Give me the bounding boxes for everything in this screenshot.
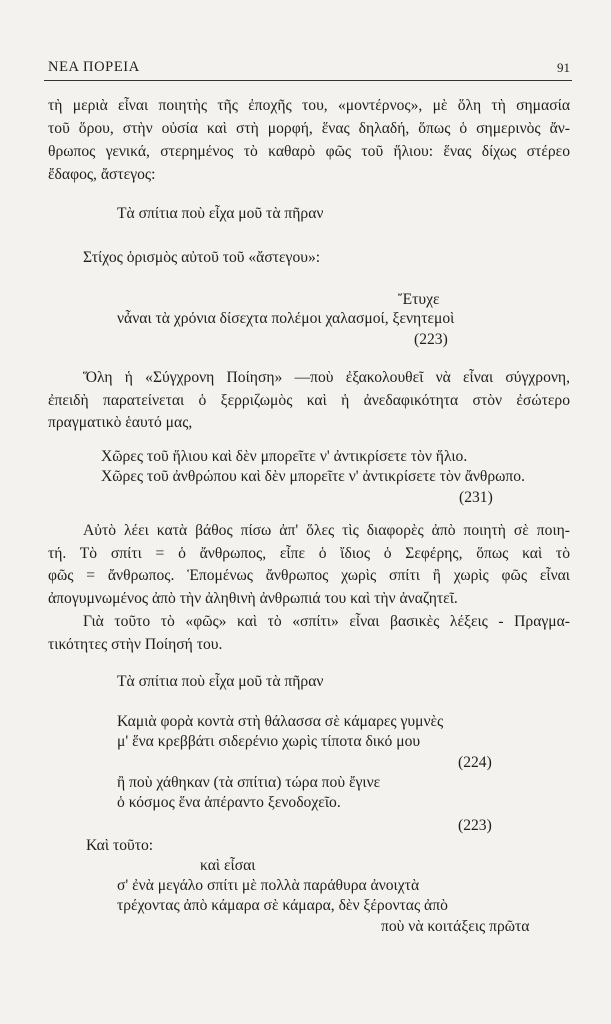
paragraph-4-line-1: Αὐτὸ λέει κατὰ βάθος πίσω ἀπ' ὅλες τὶς διαφορὲς ἀπὸ ποιητὴ σὲ ποιη- <box>83 522 570 539</box>
verse-quote-2-line-1: Ἔτυχε <box>398 291 440 308</box>
paragraph-5-line-2: τικότητες στὴν Ποίησή του. <box>48 636 223 653</box>
paragraph-1-line-1: τὴ μεριὰ εἶναι ποιητὴς τῆς ἐποχῆς του, «μοντέρνος», μὲ ὅλη τὴ σημασία <box>48 97 570 114</box>
verse-quote-3-line-2: Χῶρες τοῦ ἀνθρώπου καὶ δὲν μπορεῖτε ν' ἀντικρίσετε τὸν ἄνθρωπο. <box>101 468 525 485</box>
verse-quote-6-line-1: ἢ ποὺ χάθηκαν (τὰ σπίτια) τώρα ποὺ ἔγινε <box>117 774 381 791</box>
paragraph-3-line-1: Ὅλη ἡ «Σύγχρονη Ποίηση» —ποὺ ἐξακολουθεῖ νὰ εἶναι σύγχρονη, <box>83 369 570 386</box>
verse-reference-231: (231) <box>459 489 493 506</box>
paragraph-4-line-2: τή. Τὸ σπίτι = ὁ ἄνθρωπος, εἶπε ὁ ἴδιος ὁ Σεφέρης, ὅπως καὶ τὸ <box>48 545 570 562</box>
verse-quote-3-line-1: Χῶρες τοῦ ἥλιου καὶ δὲν μπορεῖτε ν' ἀντικρίσετε τὸν ἥλιο. <box>101 448 468 465</box>
page-number: 91 <box>557 60 570 75</box>
verse-quote-5-line-1: Καμιὰ φορὰ κοντὰ στὴ θάλασσα σὲ κάμαρες γυμνὲς <box>117 713 444 730</box>
running-title: ΝΕΑ ΠΟΡΕΙΑ <box>48 59 140 75</box>
verse-quote-7-line-3: τρέχοντας ἀπὸ κάμαρα σὲ κάμαρα, δὲν ξέροντας ἀπὸ <box>117 897 448 914</box>
verse-reference-223-second: (223) <box>458 817 492 834</box>
verse-quote-6-line-2: ὁ κόσμος ἕνα ἀπέραντο ξενοδοχεῖο. <box>117 794 341 811</box>
verse-quote-7-line-1: καὶ εἶσαι <box>200 857 256 874</box>
paragraph-3-line-2: ἐπειδὴ παρατείνεται ὁ ξερριζωμὸς καὶ ἡ ἀνεδαφικότητα στὸν ἐσώτερο <box>48 392 570 409</box>
paragraph-4-line-4: ἀπογυμνωμένος ἀπὸ τὴν ἀληθινὴ ἀνθρωπιά του καὶ τὴν ἀναζητεῖ. <box>48 590 458 607</box>
paragraph-1-line-4: ἔδαφος, ἄστεγος: <box>48 166 156 183</box>
verse-quote-7-line-2: σ' ἐνὰ μεγάλο σπίτι μὲ πολλὰ παράθυρα ἀνοιχτὰ <box>117 877 420 894</box>
paragraph-2: Στίχος ὁρισμὸς αὐτοῦ τοῦ «ἄστεγου»: <box>83 249 321 266</box>
verse-quote-5-line-2: μ' ἕνα κρεββάτι σιδερένιο χωρὶς τίποτα δικό μου <box>117 733 421 750</box>
paragraph-1-line-2: τοῦ ὅρου, στὴν οὐσία καὶ στὴ μορφή, ἕνας δηλαδή, ὅπως ὁ σημερινὸς ἄν- <box>48 120 570 137</box>
paragraph-3-line-3: πραγματικὸ ἑαυτό μας, <box>48 414 193 431</box>
verse-quote-1: Τὰ σπίτια ποὺ εἶχα μοῦ τὰ πῆραν <box>117 205 324 222</box>
verse-quote-2-line-2: νἆναι τὰ χρόνια δίσεχτα πολέμοι χαλασμοί, ξενητεμοὶ <box>117 310 455 327</box>
verse-reference-223: (223) <box>414 331 448 348</box>
paragraph-1-line-3: θρωπος γενικά, στερημένος τὸ καθαρὸ φῶς τοῦ ἥλιου: ἕνας δίχως στέρεο <box>48 143 570 160</box>
paragraph-6: Καὶ τοῦτο: <box>86 837 154 854</box>
verse-quote-4: Τὰ σπίτια ποὺ εἶχα μοῦ τὰ πῆραν <box>117 673 324 690</box>
verse-quote-7-line-4: ποὺ νὰ κοιτάξεις πρῶτα <box>381 918 530 935</box>
paragraph-5-line-1: Γιὰ τοῦτο τὸ «φῶς» καὶ τὸ «σπίτι» εἶναι βασικὲς λέξεις - Πραγμα- <box>83 613 570 630</box>
page-header <box>44 58 572 81</box>
paragraph-4-line-3: φῶς = ἄνθρωπος. Ἑπομένως ἄνθρωπος χωρὶς σπίτι ἢ χωρὶς φῶς εἶναι <box>48 567 570 584</box>
verse-reference-224: (224) <box>458 754 492 771</box>
